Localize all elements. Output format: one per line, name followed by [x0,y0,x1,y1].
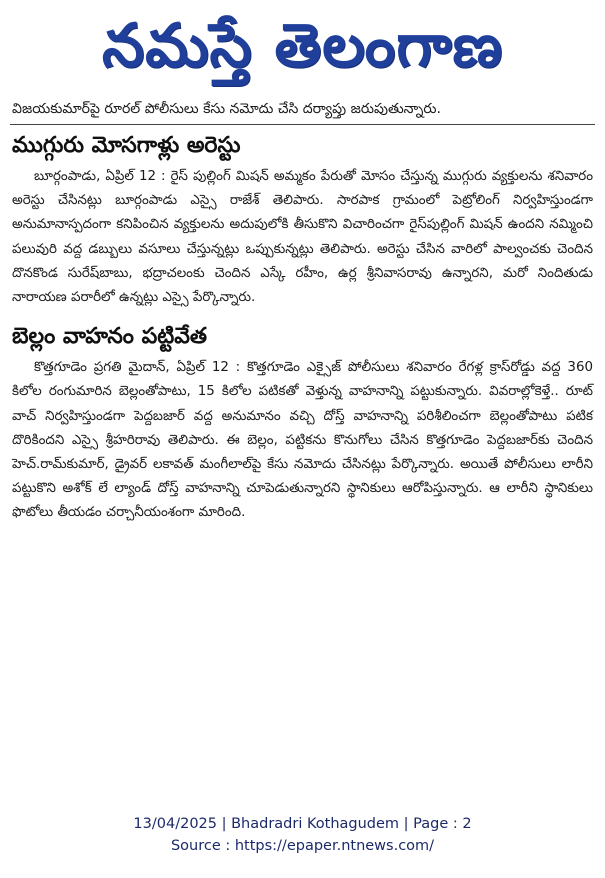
masthead [0,0,605,92]
edition-info: 13/04/2025 | Bhadradri Kothagudem | Page : 2 [133,816,472,832]
news-clipping [10,96,595,720]
page-footer [0,813,605,857]
story2-body [10,354,595,525]
story1-headline: ముగ్గురు మోసగాళ్లు అరెస్టు [12,133,241,158]
source-info: Source : https://epaper.ntnews.com/ [170,838,435,854]
spacer [10,310,595,320]
story2-body-text: కొత్తగూడెం ప్రగతి మైదాన్, ఏప్రిల్ 12 : కొత్తగూడెం ఎక్సైజ్ పోలీసులు శనివారం రేగళ్ల క్రాస్‌రోడ్డు వద్ద 360 కిలోల రంగుమారిన బెల్లంతోపాటు, 15 కిలోల పటికతో వెళ్తున్న వాహనాన్ని పట్టుకున్నారు. వివరాల్లోకెళ్తే.. రూట్ వాచ్ నిర్వహిస్తుండగా పెద్దబజార్ వద్ద అనుమానం వచ్చి దోస్త్ వాహనాన్ని పరిశీలించగా బెల్లంతోపాటు పటిక దొరికిందని ఎస్సై శ్రీహరిరావు తెలిపారు. ఈ బెల్లం, పట్టికను కొనుగోలు చేసిన కొత్తగూడెం పెద్దబజార్‌కు చెందిన హెచ్.రామ్‌కుమార్, డ్రైవర్ లకావత్ మంగీలాల్‌పై కేసు నమోదు చేసినట్లు పేర్కొన్నారు. అయితే పోలీసులు లారీని పట్టుకొని అశోక్ లే ల్యాండ్ దోస్త్ వాహనాన్ని చూపెడుతున్నారని స్థానికులు ఆరోపిస్తున్నారు. ఆ లారీని స్థానికులు ఫొటోలు తీయడం చర్చానీయంశంగా మారింది. [12,360,593,521]
newspaper-logo: నమస్తే తెలంగాణ [101,11,504,81]
story2-headline: బెల్లం వాహనం పట్టివేత [12,324,207,350]
divider [10,124,595,125]
previous-story-tail: విజయకుమార్‌పై రూరల్ పోలీసులు కేసు నమోదు చేసి దర్యాప్తు జరుపుతున్నారు. [12,101,441,117]
story1-body [10,163,595,310]
story1-body-text: బూర్గంపాడు, ఏప్రిల్ 12 : రైస్ పుల్లింగ్ మిషన్ అమ్మకం పేరుతో మోసం చేస్తున్న ముగ్గురు వ్యక్తులను శనివారం అరెస్టు చేసినట్లు బూర్గంపాడు ఎస్సై రాజేశ్ తెలిపారు. సారపాక గ్రామంలో పెట్రోలింగ్ నిర్వహిస్తుండగా అనుమానాస్పదంగా కనిపించిన వ్యక్తులను అదుపులోకి తీసుకొని విచారించగా రైస్‌పుల్లింగ్ మిషన్ ఉందని నమ్మించి పలువురి వద్ద డబ్బులు వసూలు చేస్తున్నట్లు ఒప్పుకున్నట్లు తెలిపారు. అరెస్టు చేసిన వారిలో పాల్వంచకు చెందిన దొనకొండ సురేష్‌బాబు, భద్రాచలంకు చెందిన ఎస్కే రహీం, ఉర్ల శ్రీనివాసరావు ఉన్నారని, మరో నిందితుడు నారాయణ పరారీలో ఉన్నట్లు ఎస్సై పేర్కొన్నారు. [12,169,593,306]
